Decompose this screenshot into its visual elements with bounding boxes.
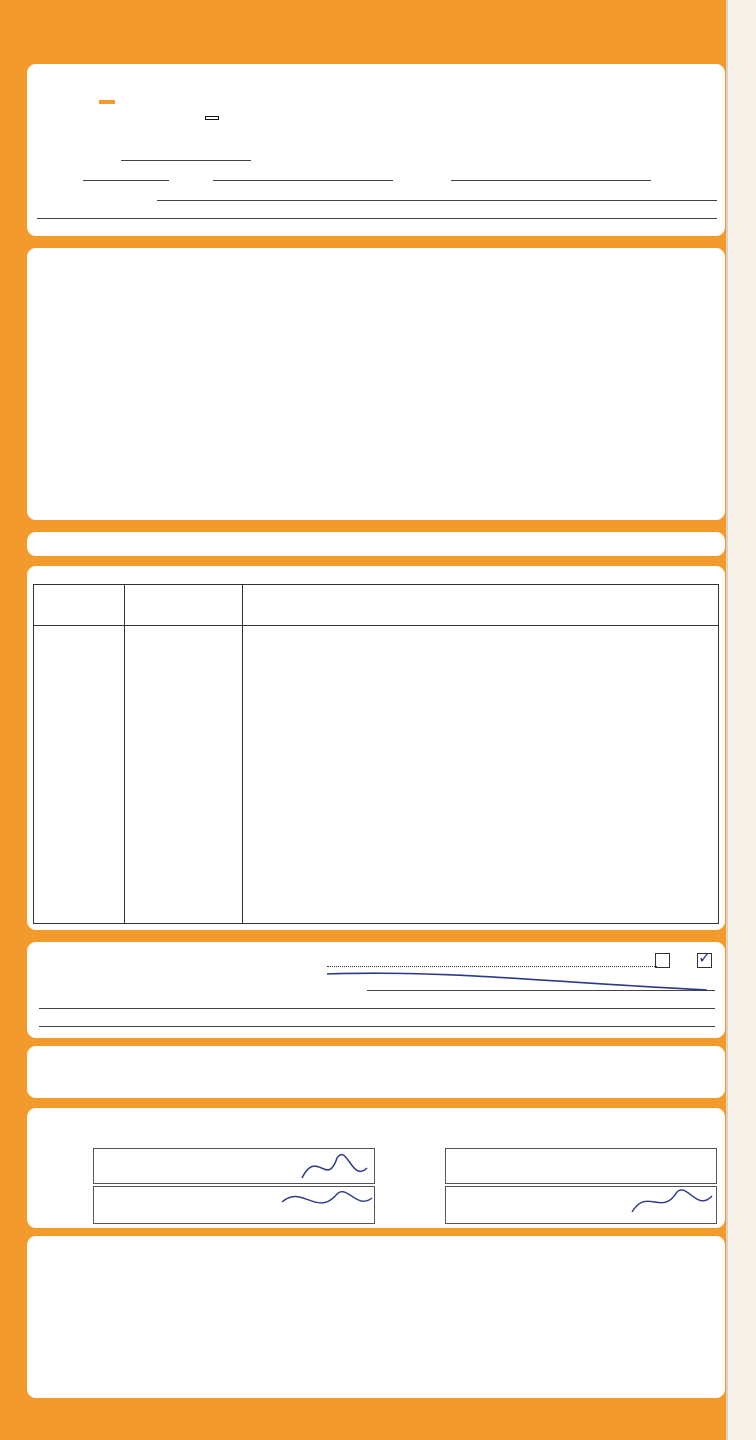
header-panel xyxy=(27,64,725,236)
cee-logo xyxy=(99,100,115,104)
counts-panel xyxy=(27,248,725,520)
escrutador1-signature xyxy=(277,1182,377,1222)
barcode xyxy=(567,112,717,134)
legal-panel xyxy=(27,1046,725,1098)
results-panel xyxy=(27,566,725,930)
escrutador2-signature xyxy=(627,1182,717,1222)
representantes-panel xyxy=(27,1236,725,1398)
statement-panel xyxy=(27,532,725,556)
incidents-panel xyxy=(27,942,725,1038)
acta-subtitle xyxy=(205,116,219,120)
mesa-panel xyxy=(27,1108,725,1228)
checkbox-si[interactable] xyxy=(655,953,670,968)
results-table xyxy=(33,584,719,924)
side-label xyxy=(2,470,28,970)
checkbox-no[interactable]: ✓ xyxy=(697,953,712,968)
paper-edge xyxy=(726,0,756,1440)
